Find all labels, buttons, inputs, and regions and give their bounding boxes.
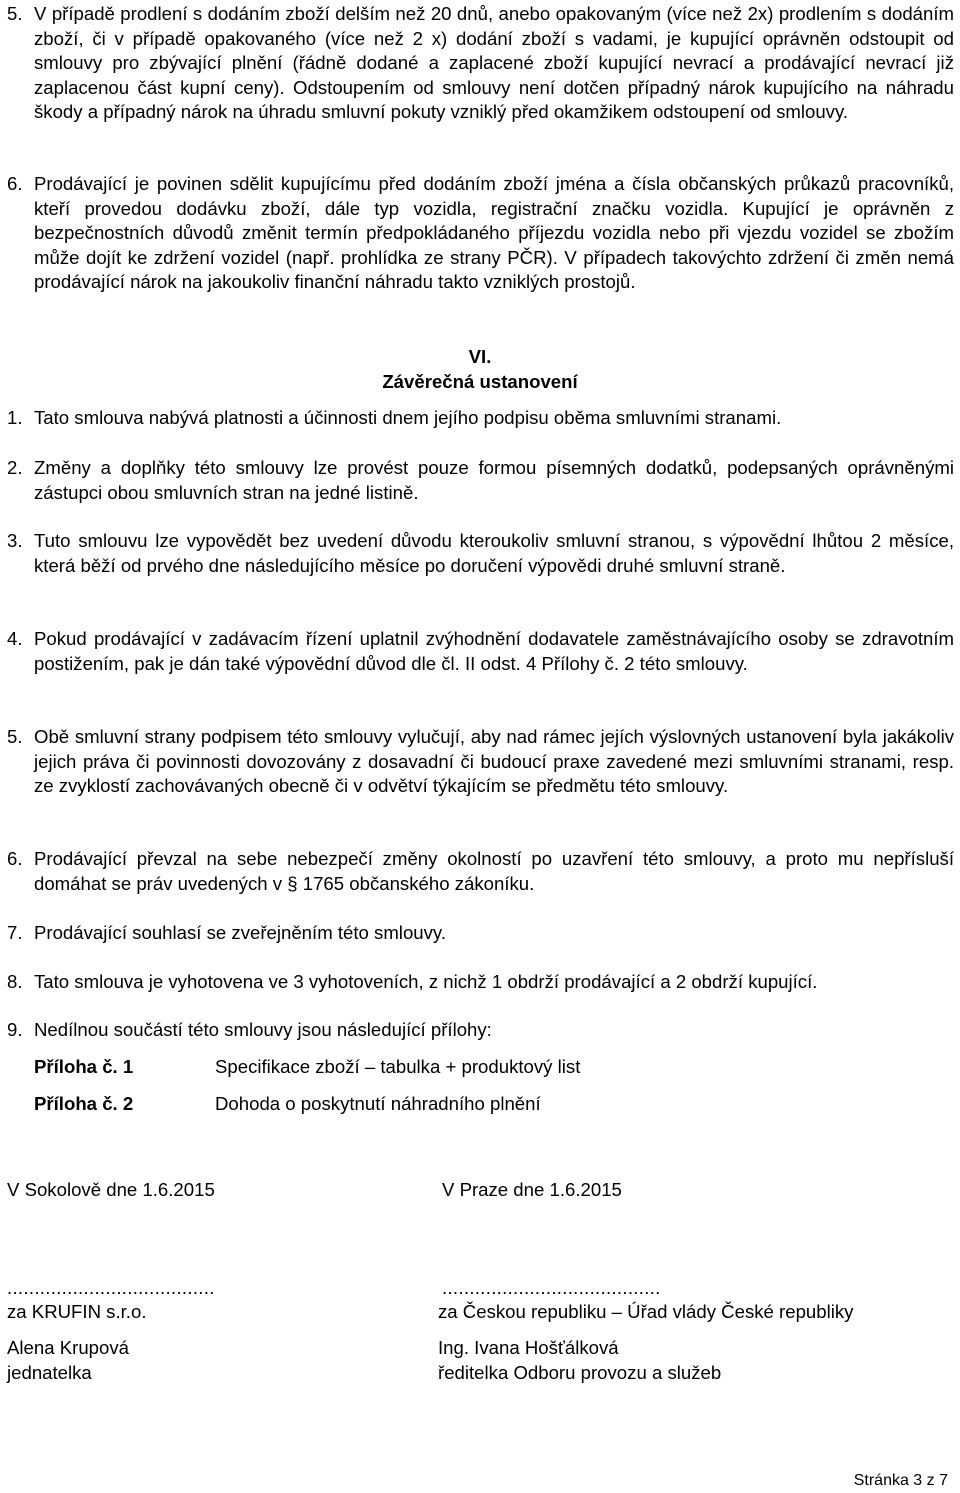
signature-place-date-right: V Praze dne 1.6.2015 [442,1179,622,1200]
attachment-label: Příloha č. 2 [34,1093,134,1114]
section-number: VI. [468,346,492,367]
clause-number: 5. [7,3,23,24]
clause-number: 4. [7,628,23,649]
clause-text: Nedílnou součástí této smlouvy jsou následující přílohy: [34,1019,492,1040]
clause-number: 3. [7,530,23,551]
signature-line-right: ........................................ [442,1277,661,1298]
clause-6-delivery [7,172,954,295]
clause-text: Prodávající souhlasí se zveřejněním této smlouvy. [34,922,447,943]
final-clause-6 [7,847,954,896]
clause-text: Prodávající je povinen sdělit kupujícímu před dodáním zboží jména a čísla občanských průkazů pracovníků, kteří provedou dodávku zboží, dále typ vozidla, registrační značku vozidla. Kupující je oprávněn z bezpečnostních důvodů změnit termín předpokládaného příjezdu vozidla nebo při vjezdu vozidel se zbožím může dojít ke zdržení vozidel (např. prohlídka ze strany PČR). V případech takovýchto zdržení či změn nemá prodávající nárok na jakoukoliv finanční náhradu takto vzniklých prostojů. [34,173,954,292]
signatory-role-left: jednatelka [7,1362,92,1383]
clause-number: 8. [7,971,23,992]
final-clause-5 [7,725,954,799]
signature-party-left: za KRUFIN s.r.o. [7,1301,147,1322]
final-clause-2 [7,456,954,505]
signatory-name-right: Ing. Ivana Hošťálková [438,1337,619,1358]
clause-text: Tato smlouva je vyhotovena ve 3 vyhotoveních, z nichž 1 obdrží prodávající a 2 obdrží kupující. [34,971,818,992]
clause-5-delay [7,2,954,125]
clause-number: 9. [7,1019,23,1040]
clause-text: V případě prodlení s dodáním zboží delším než 20 dnů, anebo opakovaným (více než 2x) prodlením s dodáním zboží, či v případě opakovaného (více než 2 x) dodání zboží s vadami, je kupující oprávněn odstoupit od smlouvy pro zbývající plnění (řádně dodané a zaplacené zboží kupující nevrací a prodávající nevrací již zaplacenou část kupní ceny). Odstoupením od smlouvy není dotčen případný nárok kupujícího na náhradu škody a případný nárok na úhradu smluvní pokuty vzniklý před okamžikem odstoupení od smlouvy. [34,3,954,122]
clause-number: 5. [7,726,23,747]
final-clause-3 [7,529,954,578]
final-clause-8 [7,970,954,995]
clause-text: Pokud prodávající v zadávacím řízení uplatnil zvýhodnění dodavatele zaměstnávajícího osoby se zdravotním postižením, pak je dán také výpovědní důvod dle čl. II odst. 4 Přílohy č. 2 této smlouvy. [34,628,954,674]
clause-text: Tuto smlouvu lze vypovědět bez uvedení důvodu kteroukoliv smluvní stranou, s výpovědní lhůtou 2 měsíce, která běží od prvého dne následujícího měsíce po doručení výpovědi druhé smluvní straně. [34,530,954,576]
clause-text: Prodávající převzal na sebe nebezpečí změny okolností po uzavření této smlouvy, a proto mu nepřísluší domáhat se práv uvedených v § 1765 občanského zákoníku. [34,848,954,894]
section-title: Závěrečná ustanovení [382,371,578,392]
clause-text: Změny a doplňky této smlouvy lze provést pouze formou písemných dodatků, podepsaných oprávněnými zástupci obou smluvních stran na jedné listině. [34,457,954,503]
clause-number: 7. [7,922,23,943]
attachment-title: Specifikace zboží – tabulka + produktový list [215,1056,581,1077]
signature-place-date-left: V Sokolově dne 1.6.2015 [7,1179,215,1200]
clause-text: Tato smlouva nabývá platnosti a účinnosti dnem jejího podpisu oběma smluvními stranami. [34,407,782,428]
attachment-label: Příloha č. 1 [34,1056,134,1077]
final-clause-1 [7,406,954,431]
clause-number: 1. [7,407,23,428]
clause-number: 6. [7,173,23,194]
final-clause-4 [7,627,954,676]
signature-party-right: za Českou republiku – Úřad vlády České republiky [438,1301,854,1322]
page-number: Stránka 3 z 7 [853,1472,948,1489]
clause-number: 6. [7,848,23,869]
clause-number: 2. [7,457,23,478]
clause-text: Obě smluvní strany podpisem této smlouvy vylučují, aby nad rámec jejích výslovných ustanovení byla jakákoliv jejich práva či povinnosti dovozovány z dosavadní či budoucí praxe zavedené mezi smluvními stranami, resp. ze zvyklostí zachovávaných obecně či v odvětví týkajícím se předmětu této smlouvy. [34,726,954,796]
attachment-title: Dohoda o poskytnutí náhradního plnění [215,1093,541,1114]
signatory-role-right: ředitelka Odboru provozu a služeb [438,1362,722,1383]
signature-line-left: ...................................... [7,1277,215,1298]
final-clause-7 [7,921,954,946]
final-clause-9 [7,1018,954,1043]
signatory-name-left: Alena Krupová [7,1337,129,1358]
